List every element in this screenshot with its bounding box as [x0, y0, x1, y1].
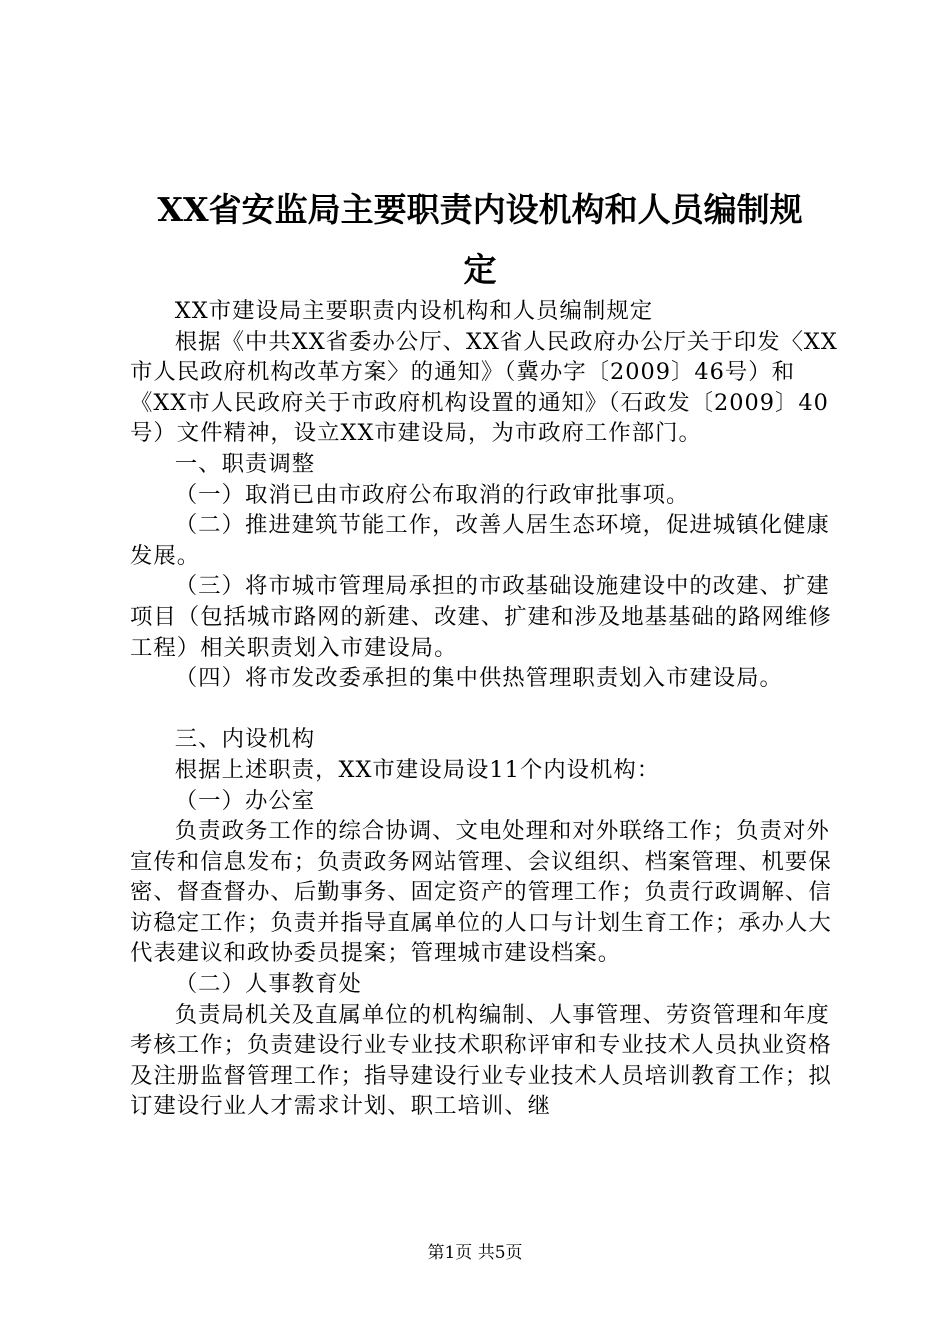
page-number: 第1页 共5页 [427, 1243, 523, 1263]
paragraph-personnel-duties: 负责局机关及直属单位的机构编制、人事管理、劳资管理和年度考核工作；负责建设行业专业技术职称评审和专业技术人员执业资格及注册监督管理工作；指导建设行业专业技术人员培训教育工作；拟订建设行业人才需求计划、职工培训、继 [130, 1001, 832, 1120]
heading-internal-bodies: 三、内设机构 [174, 726, 316, 753]
paragraph-subtitle: XX市建设局主要职责内设机构和人员编制规定 [174, 298, 654, 324]
paragraph-item-3: （三）将市城市管理局承担的市政基础设施建设中的改建、扩建项目（包括城市路网的新建、改建、扩建和涉及地基基础的路网维修工程）相关职责划入市建设局。 [130, 573, 832, 661]
heading-duty-adjustment: 一、职责调整 [174, 450, 316, 477]
blank-line [130, 694, 850, 725]
paragraph-internal-intro: 根据上述职责，XX市建设局设11个内设机构： [174, 756, 661, 783]
document-title-line-1: XX省安监局主要职责内设机构和人员编制规 [157, 190, 803, 229]
heading-office: （一）办公室 [174, 787, 316, 814]
paragraph-office-duties: 负责政务工作的综合协调、文电处理和对外联络工作；负责对外宣传和信息发布；负责政务网站管理、会议组织、档案管理、机要保密、督查督办、后勤事务、固定资产的管理工作；负责行政调解、信访稳定工作；负责并指导直属单位的人口与计划生育工作；承办人大代表建议和政协委员提案；管理城市建设档案。 [130, 818, 832, 967]
document-title-line-2: 定 [463, 250, 497, 289]
document-body [130, 296, 850, 1122]
paragraph-item-1: （一）取消已由市政府公布取消的行政审批事项。 [174, 481, 690, 508]
heading-personnel: （二）人事教育处 [174, 971, 362, 998]
paragraph-item-2: （二）推进建筑节能工作，改善人居生态环境，促进城镇化健康发展。 [130, 512, 830, 569]
paragraph-basis: 根据《中共XX省委办公厅、XX省人民政府办公厅关于印发〈XX市人民政府机构改革方案〉的通知》（冀办字〔2009〕46号）和《XX市人民政府关于市政府机构设置的通知》（石政发〔2009〕40号）文件精神，设立XX市建设局，为市政府工作部门。 [130, 328, 838, 447]
paragraph-item-4: （四）将市发改委承担的集中供热管理职责划入市建设局。 [174, 665, 783, 692]
